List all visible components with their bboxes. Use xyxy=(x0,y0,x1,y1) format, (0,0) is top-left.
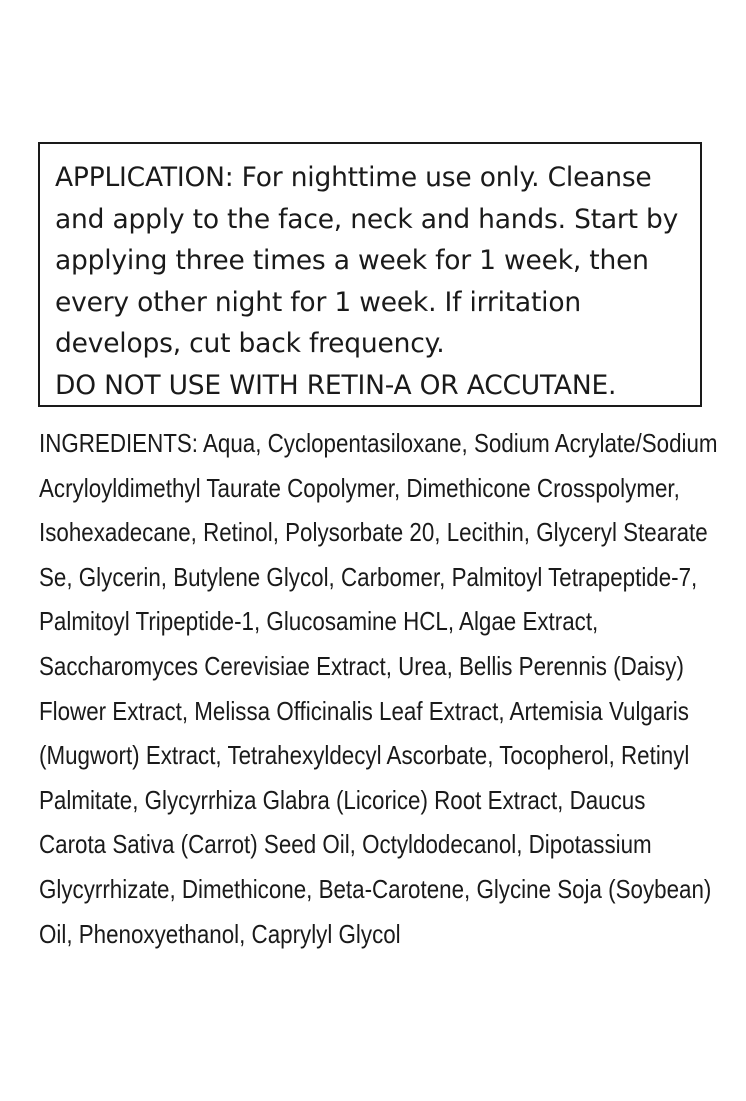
warning-line: DO NOT USE WITH RETIN-A OR ACCUTANE. xyxy=(55,369,617,401)
ingredients-line: INGREDIENTS: Aqua, Cyclopentasiloxane, Sodium Acrylate/Sodium xyxy=(39,428,718,458)
application-line: and apply to the face, neck and hands. Start by xyxy=(55,203,679,235)
application-line: every other night for 1 week. If irritation xyxy=(55,286,581,318)
ingredients-line: Palmitoyl Tripeptide-1, Glucosamine HCL, Algae Extract, xyxy=(39,606,599,637)
ingredients-line: Oil, Phenoxyethanol, Caprylyl Glycol xyxy=(39,918,401,949)
application-line: APPLICATION: For nighttime use only. Cleanse xyxy=(55,162,652,193)
ingredients-line: Carota Sativa (Carrot) Seed Oil, Octyldodecanol, Dipotassium xyxy=(39,829,652,860)
ingredients-line: Saccharomyces Cerevisiae Extract, Urea, Bellis Perennis (Daisy) xyxy=(39,650,684,681)
application-line: applying three times a week for 1 week, then xyxy=(55,245,649,276)
ingredients-line: Se, Glycerin, Butylene Glycol, Carbomer, Palmitoyl Tetrapeptide-7, xyxy=(39,561,698,592)
application-instructions-box xyxy=(38,142,702,407)
ingredients-line: Palmitate, Glycyrrhiza Glabra (Licorice) Root Extract, Daucus xyxy=(39,784,646,815)
ingredients-line: Glycyrrhizate, Dimethicone, Beta-Carotene, Glycine Soja (Soybean) xyxy=(39,873,712,904)
ingredients-line: Acryloyldimethyl Taurate Copolymer, Dimethicone Crosspolymer, xyxy=(39,472,680,503)
ingredients-line: Isohexadecane, Retinol, Polysorbate 20, Lecithin, Glyceryl Stearate xyxy=(39,517,708,548)
application-line: develops, cut back frequency. xyxy=(55,328,445,359)
ingredients-line: Flower Extract, Melissa Officinalis Leaf Extract, Artemisia Vulgaris xyxy=(39,695,689,726)
ingredients-list xyxy=(39,421,718,956)
ingredients-line: (Mugwort) Extract, Tetrahexyldecyl Ascorbate, Tocopherol, Retinyl xyxy=(39,740,690,771)
